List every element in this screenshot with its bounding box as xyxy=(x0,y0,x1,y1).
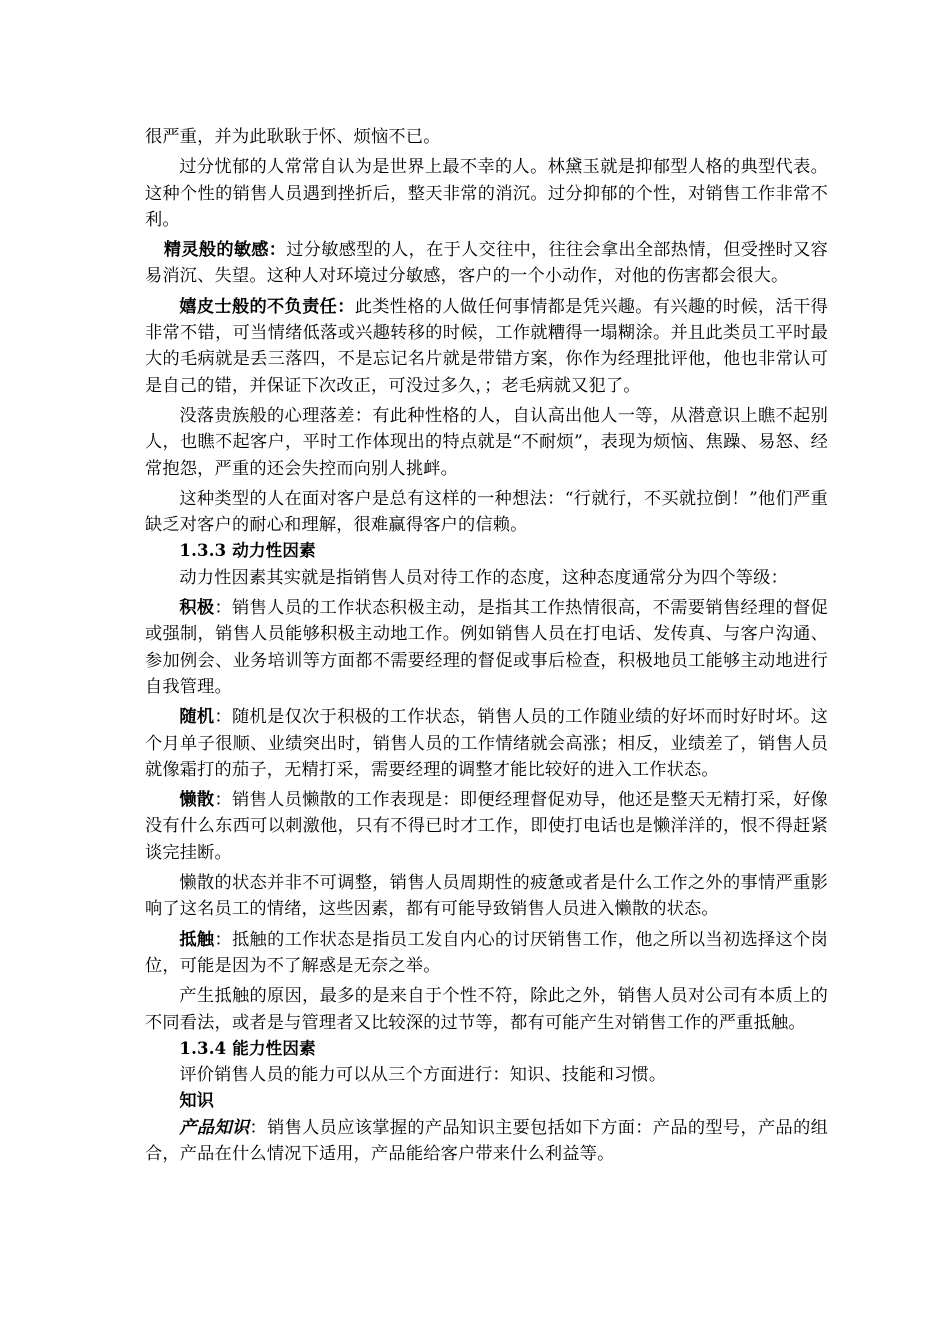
paragraph-melancholy: 过分忧郁的人常常自认为是世界上最不幸的人。林黛玉就是抑郁型人格的典型代表。这种个性的销售人员遇到挫折后，整天非常的消沉。过分抑郁的个性，对销售工作非常不利。 xyxy=(145,157,828,230)
paragraph-resist-cause: 产生抵触的原因，最多的是来自于个性不符，除此之外，销售人员对公司有本质上的不同看法，或者是与管理者又比较深的过节等，都有可能产生对销售工作的严重抵触。 xyxy=(145,986,828,1033)
term-sensitive: 精灵般的敏感： xyxy=(163,240,287,261)
term-lazy: 懒散 xyxy=(179,790,215,811)
section-heading-ability: 1.3.4 能力性因素 xyxy=(179,1038,316,1058)
paragraph-sensitive: 精灵般的敏感：过分敏感型的人，在于人交往中，往往会拿出全部热情，但受挫时又容易消沉、失望。这种人对环境过分敏感，客户的一个小动作，对他的伤害都会很大。 xyxy=(145,240,829,287)
paragraph-lazy-adjust: 懒散的状态并非不可调整，销售人员周期性的疲惫或者是什么工作之外的事情严重影响了这名员工的情绪，这些因素，都有可能导致销售人员进入懒散的状态。 xyxy=(145,873,828,920)
document-page xyxy=(145,124,828,1167)
section-heading-motivation: 1.3.3 动力性因素 xyxy=(179,541,316,561)
term-random: 随机 xyxy=(179,707,215,728)
paragraph-continuation: 很严重，并为此耿耿于怀、烦恼不已。 xyxy=(145,127,441,147)
subheading-knowledge: 知识 xyxy=(179,1091,215,1112)
term-product-knowledge: 产品知识 xyxy=(179,1117,250,1138)
paragraph-motivation-intro: 动力性因素其实就是指销售人员对待工作的态度，这种态度通常分为四个等级： xyxy=(179,567,788,588)
term-active: 积极 xyxy=(179,598,215,619)
paragraph-product-knowledge: 产品知识：销售人员应该掌握的产品知识主要包括如下方面：产品的型号，产品的组合，产品在什么情况下适用，产品能给客户带来什么利益等。 xyxy=(145,1117,828,1164)
term-irresponsible: 嬉皮士般的不负责任： xyxy=(179,296,355,317)
paragraph-ability-intro: 评价销售人员的能力可以从三个方面进行：知识、技能和习惯。 xyxy=(179,1065,667,1086)
paragraph-random: 随机：随机是仅次于积极的工作状态，销售人员的工作随业绩的好坏而时好时坏。这个月单子很顺、业绩突出时，销售人员的工作情绪就会高涨；相反，业绩差了，销售人员就像霜打的茄子，无精打采，需要经理的调整才能比较好的进入工作状态。 xyxy=(145,707,828,780)
term-resist: 抵触 xyxy=(179,929,215,950)
paragraph-aristocrat: 没落贵族般的心理落差：有此种性格的人，自认高出他人一等，从潜意识上瞧不起别人，也瞧不起客户，平时工作体现出的特点就是“不耐烦”，表现为烦恼、焦躁、易怒、经常抱怨，严重的还会失控而向别人挑衅。 xyxy=(145,405,828,479)
paragraph-attitude-to-customer: 这种类型的人在面对客户是总有这样的一种想法：“行就行，不买就拉倒！”他们严重缺乏对客户的耐心和理解，很难赢得客户的信赖。 xyxy=(145,488,828,536)
paragraph-irresponsible: 嬉皮士般的不负责任：此类性格的人做任何事情都是凭兴趣。有兴趣的时候，活干得非常不错，可当情绪低落或兴趣转移的时候，工作就糟得一塌糊涂。并且此类员工平时最大的毛病就是丢三落四，不是忘记名片就是带错方案，你作为经理批评他，他也非常认可是自己的错，并保证下次改正，可没过多久，；老毛病就又犯了。 xyxy=(145,296,828,396)
paragraph-resist: 抵触：抵触的工作状态是指员工发自内心的讨厌销售工作，他之所以当初选择这个岗位，可能是因为不了解惑是无奈之举。 xyxy=(145,929,828,976)
paragraph-lazy: 懒散：销售人员懒散的工作表现是：即便经理督促劝导，他还是整天无精打采，好像没有什么东西可以刺激他，只有不得已时才工作，即使打电话也是懒洋洋的，恨不得赶紧谈完挂断。 xyxy=(145,790,828,863)
paragraph-active: 积极：销售人员的工作状态积极主动，是指其工作热情很高，不需要销售经理的督促或强制，销售人员能够积极主动地工作。例如销售人员在打电话、发传真、与客户沟通、参加例会、业务培训等方面都不需要经理的督促或事后检查，积极地员工能够主动地进行自我管理。 xyxy=(145,598,828,697)
